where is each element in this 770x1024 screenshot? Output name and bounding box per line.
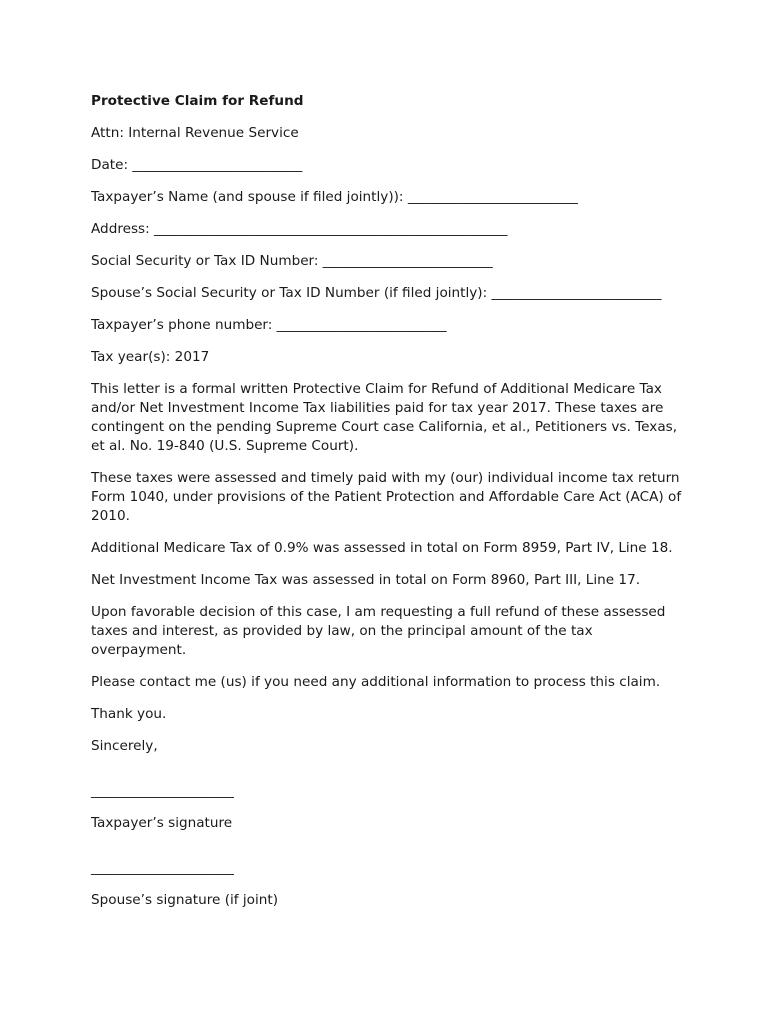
refund-request-paragraph: Upon favorable decision of this case, I am requesting a full refund of these assessed taxes and interest, as provided by law, on the principal amount of the tax overpayment. xyxy=(91,604,666,658)
date-field: Date: _________________________ xyxy=(91,157,303,173)
closing-line: Sincerely, xyxy=(91,738,158,754)
ssn-field: Social Security or Tax ID Number: _________________________ xyxy=(91,253,493,269)
document-title: Protective Claim for Refund xyxy=(91,93,304,109)
taxpayer-signature-label: Taxpayer’s signature xyxy=(91,815,233,831)
tax-years-field: Tax year(s): 2017 xyxy=(91,349,210,365)
attn-line: Attn: Internal Revenue Service xyxy=(91,125,299,141)
medicare-tax-paragraph: Additional Medicare Tax of 0.9% was assessed in total on Form 8959, Part IV, Line 18. xyxy=(91,540,673,556)
phone-field: Taxpayer’s phone number: _________________________ xyxy=(91,317,447,333)
address-field: Address: ____________________________________________________ xyxy=(91,221,508,237)
spouse-signature-line: _____________________ xyxy=(91,860,234,876)
spouse-signature-label: Spouse’s signature (if joint) xyxy=(91,892,279,908)
contact-paragraph: Please contact me (us) if you need any additional information to process this claim. xyxy=(91,674,661,690)
thank-you-line: Thank you. xyxy=(91,706,167,722)
spouse-ssn-field: Spouse’s Social Security or Tax ID Number (if filed jointly): _________________________ xyxy=(91,285,662,301)
taxpayer-signature-line: _____________________ xyxy=(91,783,234,799)
claim-paragraph: This letter is a formal written Protective Claim for Refund of Additional Medicare Tax and/or Net Investment Income Tax liabilities paid for tax year 2017. These taxes are contingent on the pending Supreme Court case California, et al., Petitioners vs. Texas, et al. No. 19-840 (U.S. Supreme Court). xyxy=(91,381,678,454)
taxpayer-name-field: Taxpayer’s Name (and spouse if filed jointly)): _________________________ xyxy=(91,189,578,205)
assessment-paragraph: These taxes were assessed and timely paid with my (our) individual income tax return Form 1040, under provisions of the Patient Protection and Affordable Care Act (ACA) of 2010. xyxy=(91,470,682,524)
nii-tax-paragraph: Net Investment Income Tax was assessed in total on Form 8960, Part III, Line 17. xyxy=(91,572,641,588)
